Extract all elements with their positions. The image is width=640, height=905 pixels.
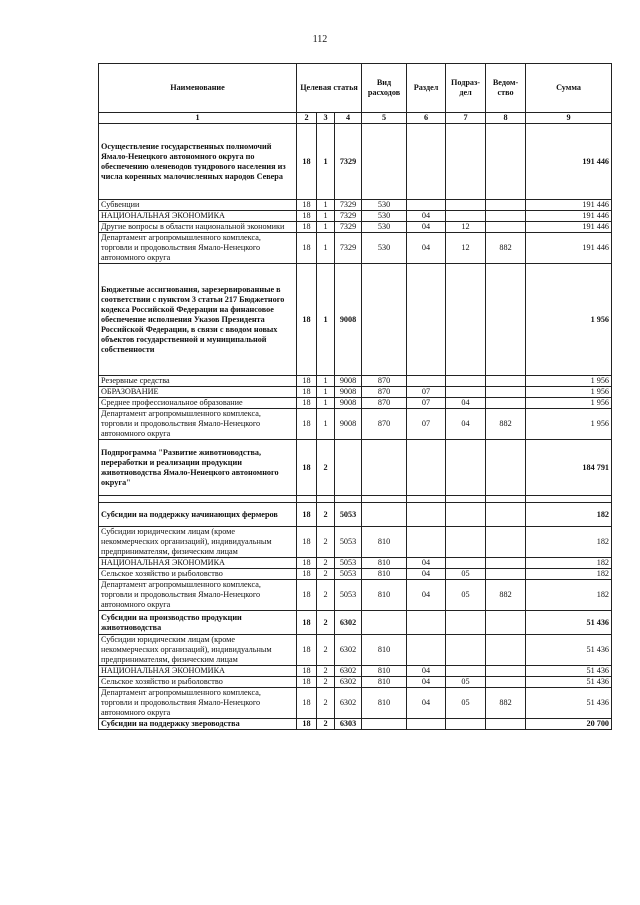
target-program: 18 — [297, 503, 317, 527]
section-code — [407, 440, 446, 496]
section-code: 04 — [407, 233, 446, 264]
department-code — [486, 264, 526, 376]
department-code — [486, 666, 526, 677]
target-code: 6302 — [335, 688, 362, 719]
row-name: Сельское хозяйство и рыболовство — [99, 569, 297, 580]
table-row — [99, 233, 612, 264]
row-name — [99, 496, 297, 503]
department-code: 882 — [486, 688, 526, 719]
section-code: 04 — [407, 677, 446, 688]
target-subprogram: 1 — [317, 376, 335, 387]
table-row — [99, 222, 612, 233]
table-row — [99, 611, 612, 635]
table-row — [99, 200, 612, 211]
department-code — [486, 496, 526, 503]
section-code: 04 — [407, 222, 446, 233]
row-sum: 1 956 — [526, 387, 612, 398]
department-code — [486, 222, 526, 233]
section-code: 04 — [407, 666, 446, 677]
row-sum: 1 956 — [526, 409, 612, 440]
department-code — [486, 569, 526, 580]
target-subprogram: 1 — [317, 233, 335, 264]
target-program: 18 — [297, 580, 317, 611]
row-name: Другие вопросы в области национальной экономики — [99, 222, 297, 233]
section-code — [407, 611, 446, 635]
department-code: 882 — [486, 233, 526, 264]
target-program: 18 — [297, 688, 317, 719]
row-sum: 1 956 — [526, 376, 612, 387]
table-row — [99, 503, 612, 527]
target-subprogram: 1 — [317, 200, 335, 211]
column-number: 7 — [446, 113, 486, 124]
row-name: Субсидии юридическим лицам (кроме некоммерческих организаций), индивидуальным предпринимателям, физическим лицам — [99, 527, 297, 558]
header-section: Раздел — [407, 64, 446, 113]
subsection-code — [446, 496, 486, 503]
section-code — [407, 200, 446, 211]
expense-type-code: 870 — [362, 409, 407, 440]
subsection-code: 05 — [446, 688, 486, 719]
target-subprogram: 2 — [317, 677, 335, 688]
table-row — [99, 211, 612, 222]
column-number-row — [99, 113, 612, 124]
target-program: 18 — [297, 264, 317, 376]
table-row — [99, 124, 612, 200]
target-subprogram: 1 — [317, 398, 335, 409]
subsection-code — [446, 666, 486, 677]
section-code — [407, 635, 446, 666]
target-code: 9008 — [335, 376, 362, 387]
row-name: Бюджетные ассигнования, зарезервированные в соответствии с пунктом 3 статьи 217 Бюджетного кодекса Российской Федерации на финансовое обеспечение исполнения Указов Президента Российской Федерации, в связи с вводом новых объектов государственной и муниципальной собственности — [99, 264, 297, 376]
target-program: 18 — [297, 719, 317, 730]
subsection-code: 05 — [446, 569, 486, 580]
department-code — [486, 503, 526, 527]
target-subprogram: 2 — [317, 666, 335, 677]
subsection-code — [446, 719, 486, 730]
target-subprogram: 1 — [317, 409, 335, 440]
expense-type-code: 810 — [362, 688, 407, 719]
row-name: Субсидии на поддержку звероводства — [99, 719, 297, 730]
row-sum: 51 436 — [526, 677, 612, 688]
target-program: 18 — [297, 440, 317, 496]
target-code: 6303 — [335, 719, 362, 730]
header-name: Наименование — [99, 64, 297, 113]
target-subprogram: 1 — [317, 222, 335, 233]
target-code: 7329 — [335, 200, 362, 211]
subsection-code — [446, 124, 486, 200]
target-code: 5053 — [335, 569, 362, 580]
department-code — [486, 376, 526, 387]
section-code: 04 — [407, 569, 446, 580]
target-program: 18 — [297, 677, 317, 688]
department-code — [486, 440, 526, 496]
expense-type-code — [362, 124, 407, 200]
budget-table — [98, 63, 612, 730]
section-code — [407, 496, 446, 503]
target-program: 18 — [297, 558, 317, 569]
target-program: 18 — [297, 222, 317, 233]
row-sum: 182 — [526, 503, 612, 527]
table-row — [99, 569, 612, 580]
section-code: 04 — [407, 558, 446, 569]
section-code: 07 — [407, 387, 446, 398]
column-number: 1 — [99, 113, 297, 124]
row-name: Подпрограмма "Развитие животноводства, переработки и реализации продукции животноводства Ямало-Ненецкого автономного округа" — [99, 440, 297, 496]
target-program: 18 — [297, 409, 317, 440]
table-row — [99, 440, 612, 496]
subsection-code — [446, 200, 486, 211]
header-target-article: Целевая статья — [297, 64, 362, 113]
expense-type-code: 870 — [362, 398, 407, 409]
expense-type-code: 810 — [362, 677, 407, 688]
subsection-code: 04 — [446, 409, 486, 440]
section-code — [407, 503, 446, 527]
column-number: 9 — [526, 113, 612, 124]
row-name: Субвенции — [99, 200, 297, 211]
row-sum: 1 956 — [526, 398, 612, 409]
table-row — [99, 635, 612, 666]
target-code: 5053 — [335, 558, 362, 569]
target-code: 9008 — [335, 264, 362, 376]
row-name: Субсидии на поддержку начинающих фермеров — [99, 503, 297, 527]
target-program: 18 — [297, 398, 317, 409]
target-code: 7329 — [335, 233, 362, 264]
target-code: 7329 — [335, 124, 362, 200]
row-sum: 191 446 — [526, 222, 612, 233]
table-row — [99, 677, 612, 688]
subsection-code: 12 — [446, 233, 486, 264]
column-number: 4 — [335, 113, 362, 124]
row-sum: 20 700 — [526, 719, 612, 730]
expense-type-code: 870 — [362, 387, 407, 398]
target-subprogram: 2 — [317, 635, 335, 666]
target-program: 18 — [297, 569, 317, 580]
column-number: 3 — [317, 113, 335, 124]
row-sum: 51 436 — [526, 635, 612, 666]
section-code: 07 — [407, 398, 446, 409]
table-row — [99, 387, 612, 398]
subsection-code: 04 — [446, 398, 486, 409]
department-code: 882 — [486, 409, 526, 440]
table-row — [99, 719, 612, 730]
row-name: Департамент агропромышленного комплекса, торговли и продовольствия Ямало-Ненецкого автономного округа — [99, 580, 297, 611]
subsection-code — [446, 387, 486, 398]
row-name: НАЦИОНАЛЬНАЯ ЭКОНОМИКА — [99, 666, 297, 677]
section-code: 04 — [407, 211, 446, 222]
section-code — [407, 124, 446, 200]
target-subprogram: 2 — [317, 558, 335, 569]
subsection-code — [446, 527, 486, 558]
expense-type-code: 870 — [362, 376, 407, 387]
department-code — [486, 398, 526, 409]
row-name: ОБРАЗОВАНИЕ — [99, 387, 297, 398]
expense-type-code: 810 — [362, 580, 407, 611]
row-sum: 51 436 — [526, 666, 612, 677]
subsection-code: 12 — [446, 222, 486, 233]
expense-type-code: 530 — [362, 222, 407, 233]
target-subprogram — [317, 496, 335, 503]
department-code: 882 — [486, 580, 526, 611]
row-name: НАЦИОНАЛЬНАЯ ЭКОНОМИКА — [99, 211, 297, 222]
expense-type-code: 810 — [362, 527, 407, 558]
target-subprogram: 1 — [317, 264, 335, 376]
target-code: 6302 — [335, 666, 362, 677]
target-subprogram: 2 — [317, 719, 335, 730]
subsection-code — [446, 211, 486, 222]
target-subprogram: 1 — [317, 387, 335, 398]
department-code — [486, 527, 526, 558]
row-sum: 51 436 — [526, 611, 612, 635]
table-row — [99, 527, 612, 558]
column-number: 5 — [362, 113, 407, 124]
row-name: Департамент агропромышленного комплекса, торговли и продовольствия Ямало-Ненецкого автономного округа — [99, 233, 297, 264]
column-number: 2 — [297, 113, 317, 124]
table-row — [99, 496, 612, 503]
row-sum: 182 — [526, 558, 612, 569]
table-row — [99, 264, 612, 376]
target-code: 5053 — [335, 580, 362, 611]
section-code — [407, 264, 446, 376]
table-row — [99, 666, 612, 677]
row-sum — [526, 496, 612, 503]
subsection-code — [446, 635, 486, 666]
target-subprogram: 2 — [317, 611, 335, 635]
expense-type-code: 530 — [362, 211, 407, 222]
row-name: НАЦИОНАЛЬНАЯ ЭКОНОМИКА — [99, 558, 297, 569]
row-name: Департамент агропромышленного комплекса, торговли и продовольствия Ямало-Ненецкого автономного округа — [99, 688, 297, 719]
subsection-code: 05 — [446, 677, 486, 688]
department-code — [486, 558, 526, 569]
department-code — [486, 124, 526, 200]
row-name: Сельское хозяйство и рыболовство — [99, 677, 297, 688]
column-number: 8 — [486, 113, 526, 124]
target-subprogram: 1 — [317, 211, 335, 222]
subsection-code — [446, 503, 486, 527]
header-sum: Сумма — [526, 64, 612, 113]
target-program: 18 — [297, 124, 317, 200]
expense-type-code — [362, 719, 407, 730]
row-name: Осуществление государственных полномочий Ямало-Ненецкого автономного округа по обеспечению оленеводов тундрового населения из числа коренных малочисленных народов Севера — [99, 124, 297, 200]
department-code — [486, 611, 526, 635]
subsection-code — [446, 376, 486, 387]
header-expense-type: Вид расходов — [362, 64, 407, 113]
target-subprogram: 2 — [317, 527, 335, 558]
target-code: 6302 — [335, 677, 362, 688]
table-row — [99, 398, 612, 409]
expense-type-code: 810 — [362, 666, 407, 677]
row-sum: 182 — [526, 569, 612, 580]
target-subprogram: 2 — [317, 569, 335, 580]
row-sum: 184 791 — [526, 440, 612, 496]
expense-type-code: 530 — [362, 233, 407, 264]
page-number: 112 — [312, 34, 328, 45]
expense-type-code — [362, 611, 407, 635]
section-code — [407, 376, 446, 387]
section-code: 07 — [407, 409, 446, 440]
target-code — [335, 440, 362, 496]
section-code: 04 — [407, 688, 446, 719]
expense-type-code — [362, 264, 407, 376]
expense-type-code — [362, 440, 407, 496]
table-row — [99, 409, 612, 440]
department-code — [486, 387, 526, 398]
target-code: 7329 — [335, 222, 362, 233]
subsection-code — [446, 264, 486, 376]
subsection-code — [446, 611, 486, 635]
header-row — [99, 64, 612, 113]
subsection-code — [446, 440, 486, 496]
row-sum: 51 436 — [526, 688, 612, 719]
target-subprogram: 2 — [317, 688, 335, 719]
expense-type-code: 810 — [362, 635, 407, 666]
expense-type-code — [362, 496, 407, 503]
row-name: Среднее профессиональное образование — [99, 398, 297, 409]
department-code — [486, 200, 526, 211]
row-name: Резервные средства — [99, 376, 297, 387]
target-code: 6302 — [335, 611, 362, 635]
row-name: Департамент агропромышленного комплекса, торговли и продовольствия Ямало-Ненецкого автономного округа — [99, 409, 297, 440]
expense-type-code: 810 — [362, 558, 407, 569]
row-sum: 191 446 — [526, 124, 612, 200]
expense-type-code — [362, 503, 407, 527]
target-program: 18 — [297, 387, 317, 398]
department-code — [486, 719, 526, 730]
row-sum: 1 956 — [526, 264, 612, 376]
target-subprogram: 1 — [317, 124, 335, 200]
target-code: 9008 — [335, 398, 362, 409]
department-code — [486, 635, 526, 666]
target-code: 5053 — [335, 527, 362, 558]
target-subprogram: 2 — [317, 503, 335, 527]
table-row — [99, 558, 612, 569]
target-program: 18 — [297, 666, 317, 677]
row-name: Субсидии на производство продукции животноводства — [99, 611, 297, 635]
subsection-code — [446, 558, 486, 569]
target-program: 18 — [297, 233, 317, 264]
target-program: 18 — [297, 611, 317, 635]
expense-type-code: 810 — [362, 569, 407, 580]
department-code — [486, 677, 526, 688]
row-sum: 182 — [526, 580, 612, 611]
row-sum: 182 — [526, 527, 612, 558]
target-code: 9008 — [335, 387, 362, 398]
table-row — [99, 688, 612, 719]
target-code: 9008 — [335, 409, 362, 440]
subsection-code: 05 — [446, 580, 486, 611]
table-row — [99, 580, 612, 611]
target-program: 18 — [297, 527, 317, 558]
target-program: 18 — [297, 211, 317, 222]
target-program: 18 — [297, 635, 317, 666]
target-subprogram: 2 — [317, 580, 335, 611]
expense-type-code: 530 — [362, 200, 407, 211]
column-number: 6 — [407, 113, 446, 124]
section-code — [407, 719, 446, 730]
target-code: 7329 — [335, 211, 362, 222]
target-code: 6302 — [335, 635, 362, 666]
row-sum: 191 446 — [526, 211, 612, 222]
target-program: 18 — [297, 376, 317, 387]
table-row — [99, 376, 612, 387]
target-code — [335, 496, 362, 503]
row-name: Субсидии юридическим лицам (кроме некоммерческих организаций), индивидуальным предпринимателям, физическим лицам — [99, 635, 297, 666]
section-code — [407, 527, 446, 558]
target-program: 18 — [297, 200, 317, 211]
target-code: 5053 — [335, 503, 362, 527]
row-sum: 191 446 — [526, 233, 612, 264]
target-program — [297, 496, 317, 503]
header-subsection: Подраз-дел — [446, 64, 486, 113]
header-department: Ведом-ство — [486, 64, 526, 113]
department-code — [486, 211, 526, 222]
target-subprogram: 2 — [317, 440, 335, 496]
row-sum: 191 446 — [526, 200, 612, 211]
section-code: 04 — [407, 580, 446, 611]
